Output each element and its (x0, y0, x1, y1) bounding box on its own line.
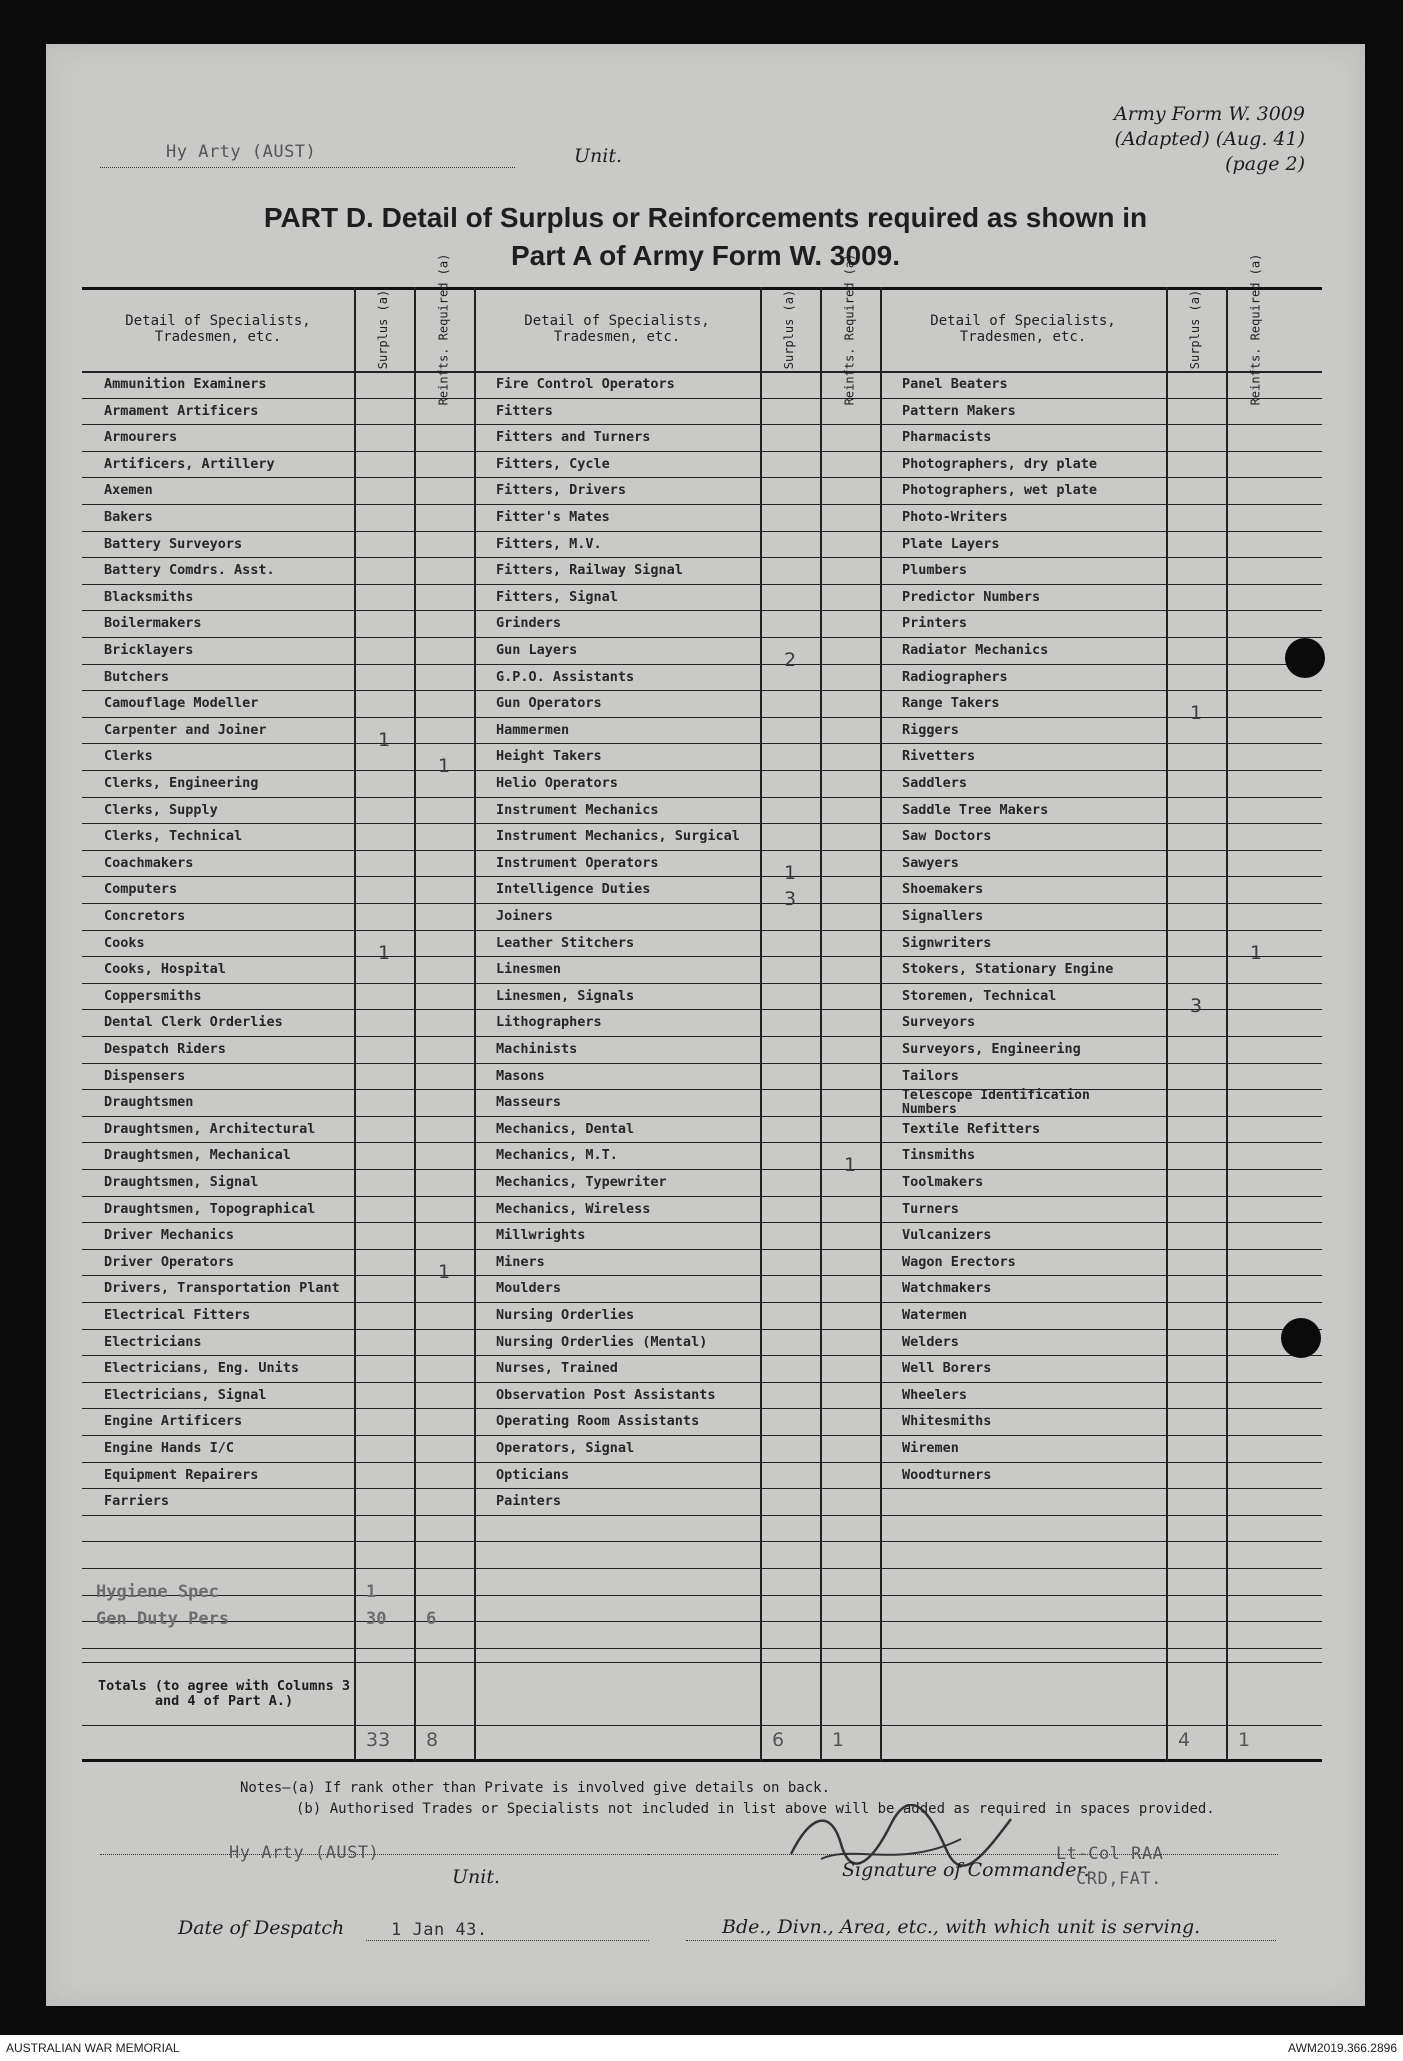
trade-label: Fitters, Signal (496, 588, 618, 605)
trade-label: Helio Operators (496, 775, 618, 791)
extra-row-surplus: 30 (366, 1609, 387, 1629)
trade-label: Painters (496, 1493, 562, 1510)
form-page: (page 2) (1225, 153, 1305, 175)
table-rule (880, 287, 882, 1761)
table-rule (82, 1249, 1322, 1250)
entry-reinfts: 1 (1250, 941, 1263, 964)
trade-label: Masseurs (496, 1094, 562, 1111)
entry-surplus: 2 (784, 649, 797, 671)
trade-label: Toolmakers (902, 1174, 984, 1190)
column-header-surplus-text: Surplus (a) (376, 289, 391, 369)
entry-surplus: 1 (1190, 702, 1203, 725)
trade-label: Butchers (104, 668, 170, 685)
trade-label: Armament Artificers (104, 402, 259, 419)
column-header-reinfts (1226, 253, 1286, 405)
table-rule (82, 477, 1322, 478)
trade-label: Surveyors, Engineering (902, 1041, 1081, 1057)
column-header-reinfts (820, 253, 880, 405)
table-rule (82, 664, 1322, 665)
trade-label: Electrical Fitters (104, 1307, 251, 1323)
column-header-reinfts-text: Reinfts. Required (a) (436, 253, 451, 405)
table-rule (82, 424, 1322, 425)
trade-label: Drivers, Transportation Plant (104, 1280, 340, 1297)
trade-label: Masons (496, 1067, 545, 1084)
table-rule (82, 823, 1322, 824)
trade-label: Nurses, Trained (496, 1360, 618, 1377)
column-header-reinfts-text: Reinfts. Required (a) (842, 253, 857, 405)
form-edition: (Adapted) (Aug. 41) (1114, 128, 1305, 150)
table-rule (82, 371, 1322, 373)
trade-label: Hammermen (496, 721, 570, 738)
trade-label: Operating Room Assistants (496, 1413, 700, 1430)
table-rule (82, 1648, 1322, 1649)
table-rule (82, 1063, 1322, 1064)
trade-label: Mechanics, Typewriter (496, 1174, 667, 1190)
trade-label: Draughtsmen, Topographical (104, 1200, 316, 1217)
total-reinfts: 1 (1238, 1729, 1251, 1751)
punch-hole (1281, 1318, 1321, 1358)
table-rule (82, 1302, 1322, 1303)
trade-label: Instrument Mechanics (496, 801, 659, 818)
trade-label: Mechanics, Dental (496, 1120, 635, 1137)
trade-label: Shoemakers (902, 881, 984, 898)
totals-label: Totals (to agree with Columns 3 and 4 of Part A.) (98, 1678, 350, 1709)
trade-label: Dispensers (104, 1067, 186, 1084)
unit-value: Hy Arty (AUST) (166, 142, 317, 162)
table-rule (82, 850, 1322, 851)
table-rule (82, 1662, 1322, 1663)
table-rule (82, 690, 1322, 691)
trade-label: Predictor Numbers (902, 588, 1041, 605)
trade-label: Signallers (902, 908, 984, 924)
trade-label: Textile Refitters (902, 1120, 1041, 1137)
entry-reinfts: 1 (438, 755, 451, 778)
trade-label: Operators, Signal (496, 1440, 635, 1456)
table-rule (82, 398, 1322, 399)
table-rule (82, 1329, 1322, 1330)
trade-label: Driver Operators (104, 1253, 235, 1270)
trade-label: Clerks, Supply (104, 801, 218, 818)
extra-row-reinfts: 6 (426, 1609, 437, 1629)
archive-name: AUSTRALIAN WAR MEMORIAL (6, 2041, 180, 2055)
table-rule (82, 584, 1322, 585)
table-rule (760, 287, 762, 1761)
table-rule (820, 287, 822, 1761)
trade-label: Axemen (104, 482, 153, 499)
trade-label: Draughtsmen, Mechanical (104, 1147, 291, 1164)
trade-label: Mechanics, M.T. (496, 1147, 618, 1164)
footer-unit-label: Unit. (452, 1866, 501, 1888)
total-surplus: 6 (772, 1729, 785, 1751)
column-header-detail: Detail of Specialists, Tradesmen, etc. (125, 313, 311, 345)
trade-label: Plumbers (902, 562, 968, 579)
form-sheet (46, 44, 1365, 2006)
trade-label: Bricklayers (104, 642, 194, 658)
table-rule (82, 903, 1322, 904)
column-header-surplus (760, 287, 820, 371)
bde-label: Bde., Divn., Area, etc., with which unit is serving. (722, 1916, 1201, 1938)
trade-label: Surveyors (902, 1014, 976, 1031)
trade-label: Linesmen, Signals (496, 987, 635, 1004)
table-rule (82, 610, 1322, 611)
trade-label: Telescope Identification Numbers (902, 1088, 1090, 1118)
table-rule (82, 743, 1322, 744)
trade-label: Linesmen (496, 961, 562, 978)
trade-label: G.P.O. Assistants (496, 668, 635, 685)
trade-label: Armourers (104, 429, 178, 446)
trade-label: Tinsmiths (902, 1147, 976, 1164)
entry-surplus: 1 (784, 861, 797, 884)
trade-label: Cooks (104, 934, 145, 951)
column-header-surplus-text: Surplus (a) (1188, 289, 1203, 369)
trade-label: Fitters (496, 402, 553, 419)
trade-label: Coppersmiths (104, 987, 202, 1004)
form-reference (1114, 102, 1305, 177)
trade-label: Opticians (496, 1466, 570, 1483)
table-rule (82, 983, 1322, 984)
trade-label: Fire Control Operators (496, 376, 675, 392)
trade-label: Watermen (902, 1307, 968, 1323)
trade-label: Bakers (104, 509, 153, 525)
column-header-surplus-text: Surplus (a) (782, 289, 797, 369)
trade-label: Nursing Orderlies (Mental) (496, 1333, 708, 1350)
trade-label: Vulcanizers (902, 1227, 992, 1244)
trade-label: Tailors (902, 1067, 959, 1084)
trade-label: Wiremen (902, 1440, 959, 1456)
trade-label: Radiographers (902, 668, 1008, 685)
form-subtitle: Part A of Army Form W. 3009. (511, 240, 900, 271)
trade-label: Gun Layers (496, 642, 578, 658)
column-header-detail: Detail of Specialists, Tradesmen, etc. (524, 313, 710, 345)
trade-label: Equipment Repairers (104, 1466, 259, 1483)
table-rule (82, 1196, 1322, 1197)
stamp-line-2: CRD,FAT. (1076, 1869, 1162, 1889)
trade-label: Despatch Riders (104, 1041, 226, 1057)
total-reinfts: 1 (832, 1729, 845, 1751)
trade-label: Instrument Operators (496, 854, 659, 871)
form-title: PART D. Detail of Surplus or Reinforcements required as shown in (263, 202, 1148, 233)
total-surplus: 33 (366, 1729, 391, 1751)
trade-label: Clerks, Engineering (104, 775, 259, 791)
table-rule (82, 1036, 1322, 1037)
trade-label: Printers (902, 615, 968, 632)
trade-label: Saddlers (902, 775, 968, 791)
trade-label: Electricians, Eng. Units (104, 1360, 300, 1377)
trade-label: Fitter's Mates (496, 509, 610, 525)
trade-label: Radiator Mechanics (902, 642, 1049, 658)
trade-label: Blacksmiths (104, 588, 194, 605)
table-rule (82, 1759, 1322, 1762)
date-value: 1 Jan 43. (391, 1920, 488, 1940)
trade-label: Storemen, Technical (902, 987, 1057, 1004)
trade-label: Mechanics, Wireless (496, 1200, 651, 1217)
trade-label: Gun Operators (496, 695, 602, 712)
table-rule (82, 557, 1322, 558)
trade-label: Stokers, Stationary Engine (902, 961, 1114, 978)
trade-label: Whitesmiths (902, 1413, 992, 1430)
trade-label: Camouflage Modeller (104, 695, 259, 712)
trade-label: Woodturners (902, 1466, 992, 1483)
table-rule (82, 451, 1322, 452)
trade-label: Clerks, Technical (104, 828, 243, 845)
trade-label: Riggers (902, 721, 959, 738)
entry-surplus: 3 (784, 888, 797, 911)
column-header-surplus (1166, 287, 1226, 371)
trade-label: Joiners (496, 908, 553, 924)
table-rule (82, 1169, 1322, 1170)
trade-label: Computers (104, 881, 178, 898)
trade-label: Welders (902, 1333, 959, 1350)
signature-label: Signature of Commander. (842, 1859, 1090, 1881)
extra-row-label: Gen Duty Pers (96, 1609, 230, 1629)
trade-label: Pharmacists (902, 429, 992, 446)
table-rule (82, 1621, 1322, 1622)
extra-row-label: Hygiene Spec (96, 1582, 219, 1602)
table-rule (82, 1009, 1322, 1010)
table-rule (82, 1541, 1322, 1542)
trade-label: Draughtsmen (104, 1094, 194, 1111)
trade-label: Battery Comdrs. Asst. (104, 562, 275, 579)
trade-label: Pattern Makers (902, 402, 1016, 419)
extra-row-surplus: 1 (366, 1582, 377, 1602)
trade-label: Well Borers (902, 1360, 992, 1377)
table-rule (82, 770, 1322, 771)
note-a: Notes—(a) If rank other than Private is involved give details on back. (240, 1780, 831, 1796)
trade-label: Watchmakers (902, 1280, 992, 1297)
total-reinfts: 8 (426, 1729, 439, 1751)
date-label: Date of Despatch (178, 1917, 345, 1939)
table-rule (82, 1568, 1322, 1569)
table-rule (82, 1595, 1322, 1596)
archive-reference: AWM2019.366.2896 (1288, 2041, 1397, 2055)
trade-label: Fitters, M.V. (496, 535, 602, 552)
column-header-reinfts (414, 253, 474, 405)
table-rule (82, 1089, 1322, 1090)
trade-label: Plate Layers (902, 535, 1000, 552)
trade-label: Concretors (104, 908, 186, 924)
table-rule (82, 717, 1322, 718)
unit-label: Unit. (574, 145, 623, 167)
trade-label: Instrument Mechanics, Surgical (496, 828, 740, 845)
trade-label: Draughtsmen, Signal (104, 1174, 259, 1190)
footer-unit-value: Hy Arty (AUST) (229, 1843, 380, 1863)
table-rule (1166, 287, 1168, 1761)
trade-label: Intelligence Duties (496, 881, 651, 898)
trade-label: Grinders (496, 615, 562, 632)
trade-label: Panel Beaters (902, 376, 1008, 392)
trade-label: Miners (496, 1253, 545, 1270)
trade-label: Sawyers (902, 854, 959, 871)
total-surplus: 4 (1178, 1729, 1191, 1751)
trade-label: Lithographers (496, 1014, 602, 1031)
table-rule (82, 1725, 1322, 1726)
column-header-detail: Detail of Specialists, Tradesmen, etc. (930, 313, 1116, 345)
table-rule (82, 797, 1322, 798)
trade-label: Observation Post Assistants (496, 1386, 716, 1403)
entry-surplus: 3 (1190, 994, 1203, 1017)
trade-label: Photo-Writers (902, 509, 1008, 525)
entry-surplus: 1 (378, 941, 391, 964)
table-rule (82, 1462, 1322, 1463)
table-rule (82, 1382, 1322, 1383)
table-rule (82, 930, 1322, 931)
table-rule (1226, 287, 1228, 1761)
table-rule (82, 876, 1322, 877)
table-rule (354, 287, 356, 1761)
archive-footer (0, 2035, 1403, 2061)
table-rule (82, 1488, 1322, 1489)
entry-surplus: 1 (378, 728, 391, 751)
trade-label: Fitters, Cycle (496, 455, 610, 472)
trade-label: Dental Clerk Orderlies (104, 1014, 283, 1031)
trade-label: Saw Doctors (902, 828, 992, 845)
trade-label: Wagon Erectors (902, 1253, 1016, 1270)
trade-label: Artificers, Artillery (104, 455, 275, 472)
trade-label: Leather Stitchers (496, 934, 635, 951)
trade-label: Fitters, Railway Signal (496, 562, 683, 579)
trade-label: Signwriters (902, 934, 992, 951)
trade-label: Farriers (104, 1493, 170, 1510)
table-rule (82, 637, 1322, 638)
trade-label: Clerks (104, 748, 153, 765)
trade-label: Moulders (496, 1280, 562, 1297)
trade-label: Turners (902, 1200, 959, 1217)
trade-label: Millwrights (496, 1227, 586, 1244)
trade-label: Photographers, wet plate (902, 482, 1098, 499)
table-rule (82, 1408, 1322, 1409)
trade-label: Electricians (104, 1333, 202, 1350)
table-rule (82, 1275, 1322, 1276)
trade-label: Rivetters (902, 748, 976, 765)
trade-label: Nursing Orderlies (496, 1307, 635, 1323)
entry-reinfts: 1 (438, 1260, 451, 1283)
trade-label: Cooks, Hospital (104, 961, 226, 978)
trade-label: Engine Hands I/C (104, 1440, 235, 1456)
note-b: (b) Authorised Trades or Specialists not included in list above will be added as required in spaces provided. (296, 1801, 1215, 1817)
trade-label: Driver Mechanics (104, 1227, 235, 1244)
trade-label: Coachmakers (104, 854, 194, 871)
trade-label: Saddle Tree Makers (902, 801, 1049, 818)
table-rule (82, 1116, 1322, 1117)
trade-label: Electricians, Signal (104, 1386, 267, 1403)
stamp-line-1: Lt-Col RAA (1056, 1844, 1164, 1864)
trade-label: Machinists (496, 1041, 578, 1057)
trade-label: Fitters and Turners (496, 429, 651, 446)
table-rule (82, 1142, 1322, 1143)
trade-label: Height Takers (496, 748, 602, 765)
column-header-surplus (354, 287, 414, 371)
trade-label: Battery Surveyors (104, 535, 243, 552)
table-rule (82, 956, 1322, 957)
trade-label: Draughtsmen, Architectural (104, 1120, 316, 1137)
entry-reinfts: 1 (844, 1154, 857, 1177)
punch-hole (1285, 638, 1325, 678)
column-header-reinfts-text: Reinfts. Required (a) (1248, 253, 1263, 405)
trade-label: Range Takers (902, 695, 1000, 712)
table-rule (82, 1515, 1322, 1516)
trade-label: Ammunition Examiners (104, 376, 267, 392)
trade-label: Photographers, dry plate (902, 455, 1098, 472)
table-rule (82, 1222, 1322, 1223)
trade-label: Wheelers (902, 1386, 968, 1403)
trade-label: Carpenter and Joiner (104, 721, 267, 738)
trade-label: Fitters, Drivers (496, 482, 627, 499)
trade-label: Engine Artificers (104, 1413, 243, 1430)
table-rule (82, 531, 1322, 532)
table-rule (82, 504, 1322, 505)
bde-line (686, 1938, 1276, 1941)
table-rule (474, 287, 476, 1761)
form-number: Army Form W. 3009 (1114, 103, 1305, 125)
table-rule (414, 287, 416, 1761)
table-rule (82, 1355, 1322, 1356)
table-rule (82, 1435, 1322, 1436)
trade-label: Boilermakers (104, 615, 202, 632)
